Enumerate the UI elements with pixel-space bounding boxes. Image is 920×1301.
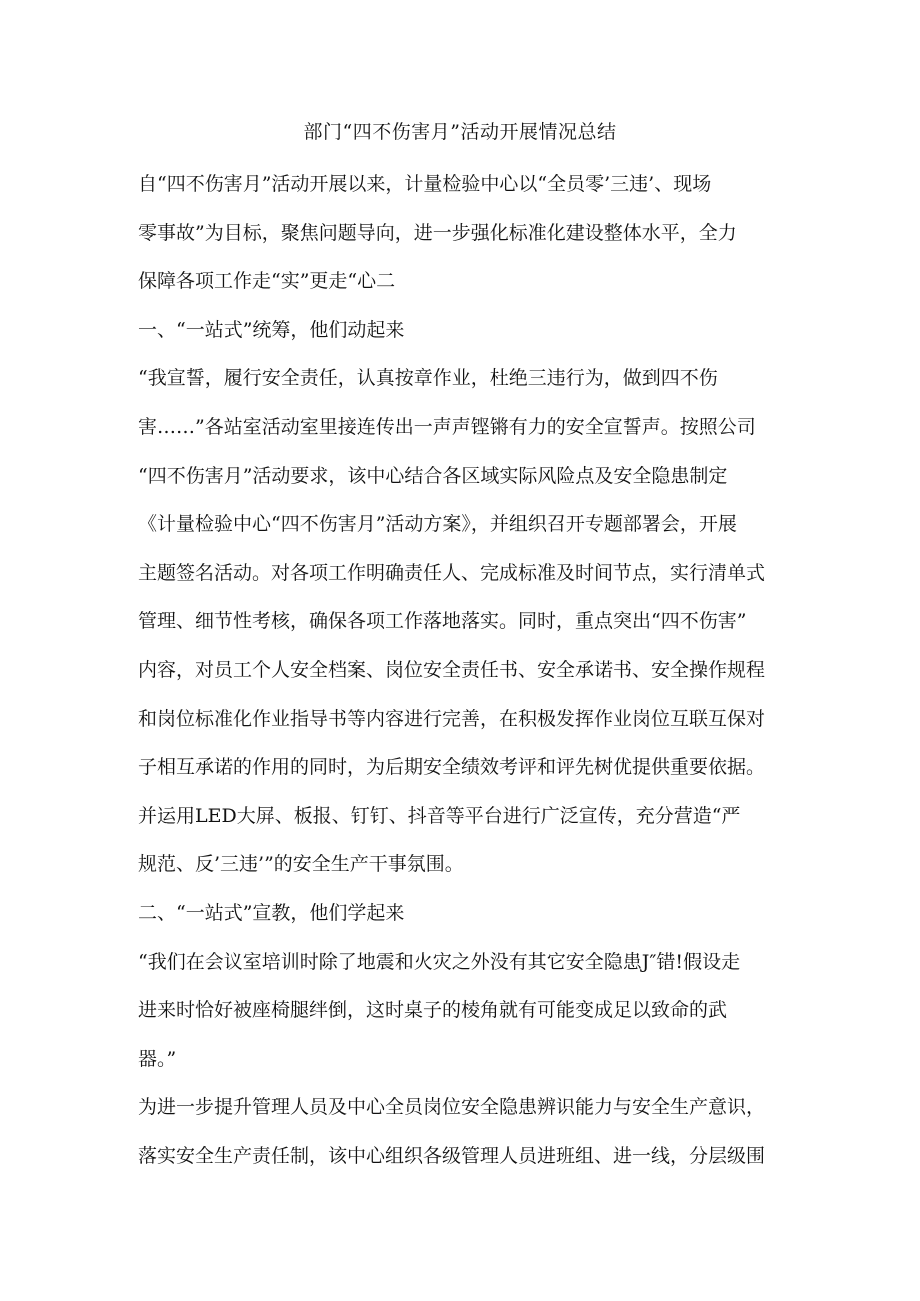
text-line: “四不伤害月”活动要求，该中心结合各区域实际风险点及安全隐患制定 [138, 464, 728, 487]
document-title: 部门“四不伤害月”活动开展情况总结 [303, 121, 617, 143]
text-line: 《计量检验中心“四不伤害月”活动方案》，并组织召开专题部署会，开展 [138, 513, 737, 536]
text-line: 落实安全生产责任制，该中心组织各级管理人员进班组、进一线，分层级围 [138, 1144, 766, 1167]
text-line: 自“四不伤害月”活动开展以来，计量检验中心以“全员零’三违’、现场 [138, 173, 712, 195]
text-line: “我宣誓，履行安全责任，认真按章作业，杜绝三违行为，做到四不伤 [138, 367, 718, 390]
text-line: 零事故”为目标，聚焦问题导向，进一步强化标准化建设整体水平，全力 [138, 221, 737, 244]
text-line: 规范、反’三违’”的安全生产干事氛围。 [138, 853, 464, 876]
text-line: 内容，对员工个人安全档案、岗位安全责任书、安全承诺书、安全操作规程 [138, 658, 766, 681]
text-line: 管理、细节性考核，确保各项工作落地落实。同时，重点突出“四不伤害” [138, 610, 747, 633]
section-heading-2: 二、“一站式”宣教，他们学起来 [138, 901, 405, 924]
text-line: 器。” [138, 1047, 177, 1070]
text-line: 子相互承诺的作用的同时，为后期安全绩效考评和评先树优提供重要依据。 [138, 756, 766, 779]
text-line: 保障各项工作走“实”更走“心二 [138, 270, 396, 293]
text-line: 和岗位标准化作业指导书等内容进行完善，在积极发挥作业岗位互联互保对 [138, 707, 766, 730]
text-line: 进来时恰好被座椅腿绊倒，这时桌子的棱角就有可能变成足以致命的武 [138, 999, 728, 1022]
text-line: 并运用LED大屏、板报、钉钉、抖音等平台进行广泛宣传，充分营造“严 [138, 804, 741, 827]
text-line: 害……”各站室活动室里接连传出一声声铿锵有力的安全宣誓声。按照公司 [138, 415, 756, 438]
section-heading-1: 一、“一站式”统筹，他们动起来 [138, 318, 405, 341]
document-body [138, 160, 808, 1180]
text-line: 为进一步提升管理人员及中心全员岗位安全隐患辨识能力与安全生产意识， [138, 1096, 766, 1119]
text-line: “我们在会议室培训时除了地震和火灾之外没有其它安全隐患J″错!假设走 [138, 950, 741, 973]
text-line: 主题签名活动。对各项工作明确责任人、完成标准及时间节点，实行清单式 [138, 561, 766, 584]
